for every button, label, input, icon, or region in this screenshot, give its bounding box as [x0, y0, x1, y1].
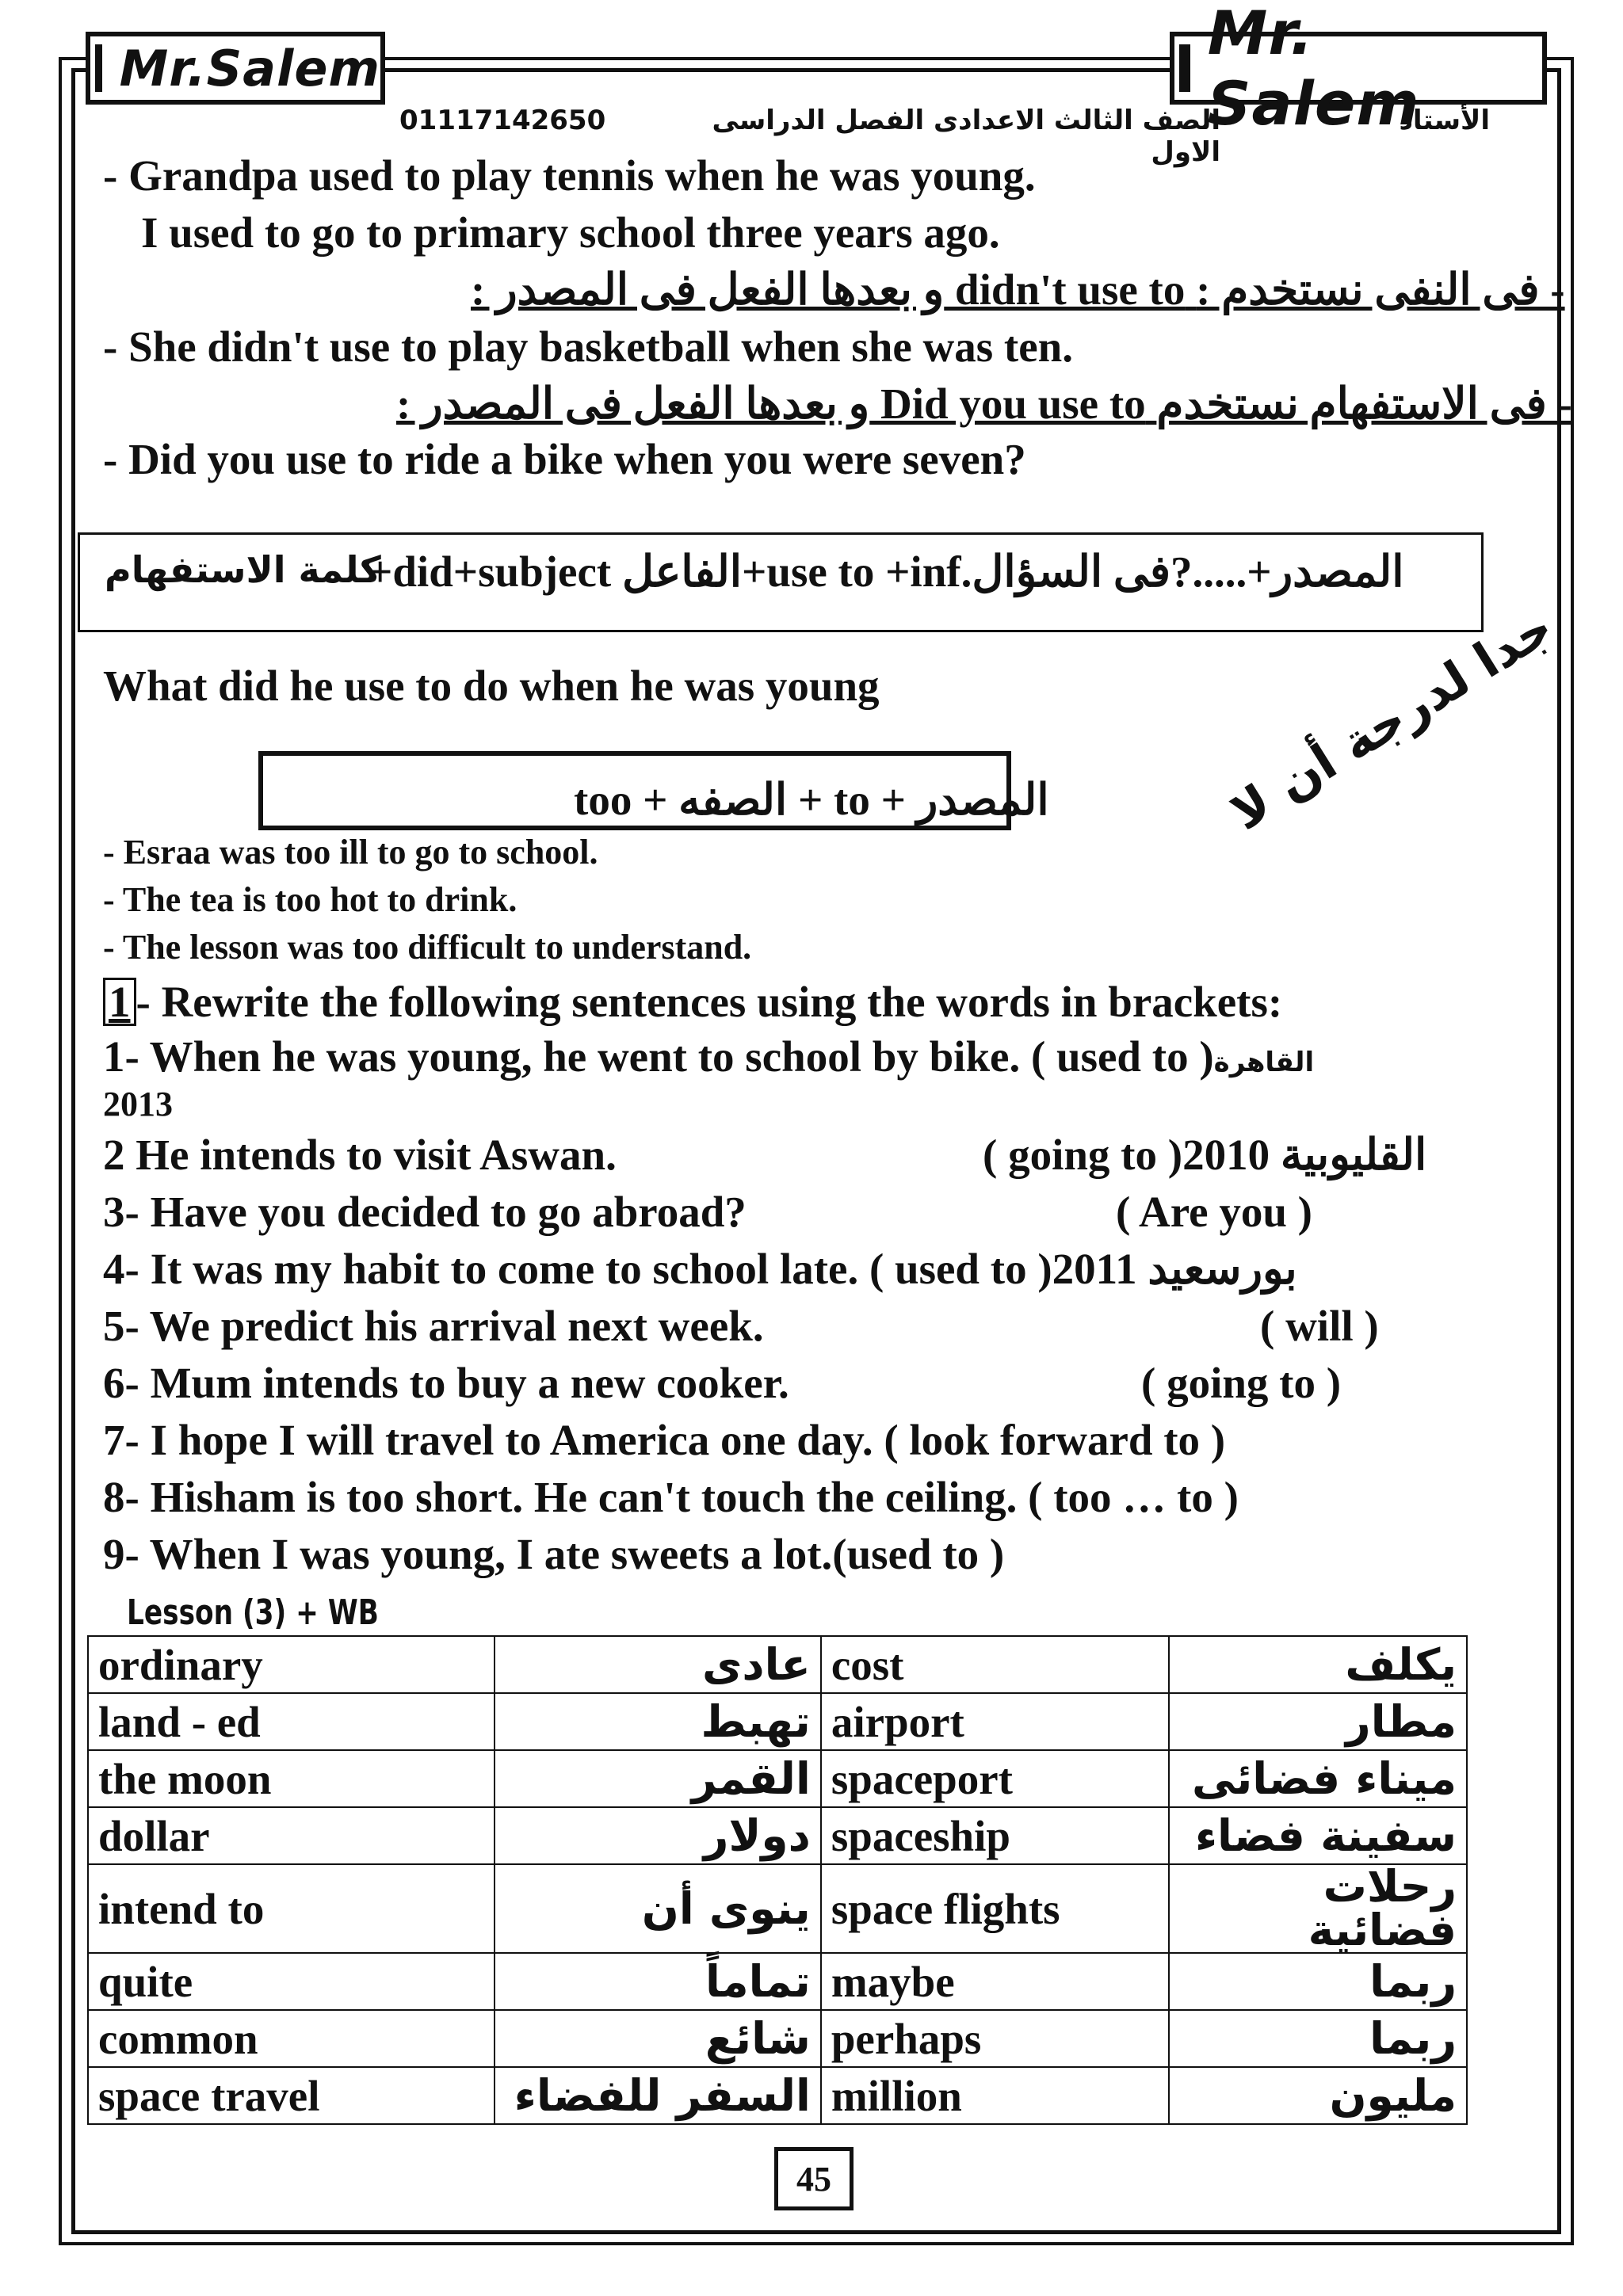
- vocab-row: [88, 2010, 1467, 2067]
- vocab-row: [88, 1750, 1467, 1807]
- vocab-arabic-meaning: دولار: [495, 1807, 821, 1864]
- vocab-english-word: space travel: [88, 2067, 495, 2124]
- question-example: - Did you use to ride a bike when you were seven?: [103, 435, 1026, 483]
- vocab-row: [88, 1693, 1467, 1750]
- vocab-english-word: quite: [88, 1953, 495, 2010]
- item-6-hint: ( going to ): [1141, 1359, 1342, 1407]
- exercise-item-6: 6- Mum intends to buy a new cooker.: [103, 1359, 789, 1407]
- negative-rule-en: didn't use to: [955, 265, 1186, 314]
- question-rule-ar2: و بعدها الفعل فى المصدر :: [396, 379, 870, 428]
- vocab-arabic-meaning: مليون: [1169, 2067, 1467, 2124]
- negative-rule: [471, 265, 1565, 314]
- negative-example: - She didn't use to play basketball when she was ten.: [103, 322, 1073, 371]
- exercise-item-9: 9- When I was young, I ate sweets a lot.(used to ): [103, 1530, 1005, 1578]
- vocab-row: [88, 1864, 1467, 1953]
- item-1-text: 1- When he was young, he went to school by bike. ( used to ): [103, 1032, 1214, 1081]
- vocab-arabic-meaning: شائع: [495, 2010, 821, 2067]
- exercise-item-7: 7- I hope I will travel to America one day. ( look forward to ): [103, 1416, 1226, 1464]
- vocab-english-word: spaceship: [821, 1807, 1170, 1864]
- example-grandpa: - Grandpa used to play tennis when he was young.: [103, 151, 1036, 200]
- formula-question-word: كلمة الاستفهام: [105, 548, 381, 591]
- vocab-english-word: airport: [821, 1693, 1170, 1750]
- too-example-1: - Esraa was too ill to go to school.: [103, 833, 598, 871]
- negative-rule-ar: - فى النفى نستخدم :: [1196, 265, 1565, 314]
- question-rule-ar: - فى الاستفهام نستخدم: [1156, 379, 1572, 428]
- vocab-arabic-meaning: تهبط: [495, 1693, 821, 1750]
- vocab-row: [88, 1953, 1467, 2010]
- item-1-year: 2013: [103, 1085, 173, 1123]
- vocab-row: [88, 1636, 1467, 1693]
- too-formula: too + الصفه + to + المصدر: [574, 776, 1049, 824]
- logo-right-text: Mr. Salem: [1207, 0, 1420, 139]
- vocab-arabic-meaning: ينوى أن: [495, 1864, 821, 1953]
- exercise-item-2: 2 He intends to visit Aswan.: [103, 1131, 617, 1179]
- vocab-english-word: space flights: [821, 1864, 1170, 1953]
- logo-left: [86, 32, 385, 105]
- grade-term: الصف الثالث الاعدادى الفصل الدراسى الاول: [712, 105, 1220, 168]
- vocab-arabic-meaning: سفينة فضاء: [1169, 1807, 1467, 1864]
- vocab-arabic-meaning: ميناء فضائى: [1169, 1750, 1467, 1807]
- vocab-arabic-meaning: مطار: [1169, 1693, 1467, 1750]
- vocabulary-table: [87, 1635, 1468, 2125]
- vocab-english-word: common: [88, 2010, 495, 2067]
- vocab-arabic-meaning: تماماً: [495, 1953, 821, 2010]
- question-rule: [396, 379, 1572, 428]
- question-rule-en: Did you use to: [880, 379, 1146, 428]
- exercise-item-4: 4- It was my habit to come to school late. ( used to )2011 بورسعيد: [103, 1245, 1297, 1293]
- vocab-arabic-meaning: ربما: [1169, 2010, 1467, 2067]
- vocab-arabic-meaning: عادى: [495, 1636, 821, 1693]
- vocab-arabic-meaning: السفر للفضاء: [495, 2067, 821, 2124]
- phone-number: 01117142650: [399, 105, 606, 136]
- vocab-arabic-meaning: رحلات فضائية: [1169, 1864, 1467, 1953]
- exercise-item-1: [103, 1032, 1315, 1081]
- stamp-note: جدا لدرجة أن لا: [1220, 597, 1564, 841]
- vocab-row: [88, 1807, 1467, 1864]
- vocab-english-word: maybe: [821, 1953, 1170, 2010]
- too-example-2: - The tea is too hot to drink.: [103, 880, 517, 919]
- item-3-hint: ( Are you ): [1116, 1188, 1312, 1236]
- vocab-english-word: the moon: [88, 1750, 495, 1807]
- vocab-english-word: ordinary: [88, 1636, 495, 1693]
- item-2-hint: ( going to )2010 القليوبية: [983, 1131, 1427, 1179]
- vocab-english-word: dollar: [88, 1807, 495, 1864]
- vocab-arabic-meaning: يكلف: [1169, 1636, 1467, 1693]
- vocab-english-word: million: [821, 2067, 1170, 2124]
- vocab-row: [88, 2067, 1467, 2124]
- logo-left-text: Mr.Salem: [119, 39, 380, 97]
- item-5-hint: ( will ): [1260, 1302, 1379, 1350]
- too-example-3: - The lesson was too difficult to understand.: [103, 928, 752, 967]
- lesson-title: Lesson (3) + WB: [127, 1592, 379, 1633]
- vocab-english-word: land - ed: [88, 1693, 495, 1750]
- negative-rule-ar2: و بعدها الفعل فى المصدر :: [471, 265, 945, 314]
- what-sentence: What did he use to do when he was young: [103, 662, 880, 710]
- vocab-arabic-meaning: ربما: [1169, 1953, 1467, 2010]
- example-primary-school: I used to go to primary school three years ago.: [141, 208, 1000, 257]
- item-1-source: القاهرة: [1213, 1047, 1315, 1078]
- teacher-label: الأستاذ: [1399, 105, 1490, 136]
- vocab-english-word: intend to: [88, 1864, 495, 1953]
- exercise-instruction-text: - Rewrite the following sentences using the words in brackets:: [136, 978, 1283, 1026]
- exercise-instruction: [103, 978, 1282, 1026]
- vocab-english-word: spaceport: [821, 1750, 1170, 1807]
- exercise-item-3: 3- Have you decided to go abroad?: [103, 1188, 747, 1236]
- vocab-english-word: cost: [821, 1636, 1170, 1693]
- vocab-arabic-meaning: القمر: [495, 1750, 821, 1807]
- exercise-number: 1: [103, 978, 136, 1026]
- exercise-item-5: 5- We predict his arrival next week.: [103, 1302, 764, 1350]
- page-number: 45: [774, 2147, 854, 2210]
- formula-text: +did+subject الفاعل+use to +inf.المصدر+.....?فى السؤال: [368, 547, 1404, 596]
- vocab-english-word: perhaps: [821, 2010, 1170, 2067]
- exercise-item-8: 8- Hisham is too short. He can't touch the ceiling. ( too … to ): [103, 1473, 1239, 1521]
